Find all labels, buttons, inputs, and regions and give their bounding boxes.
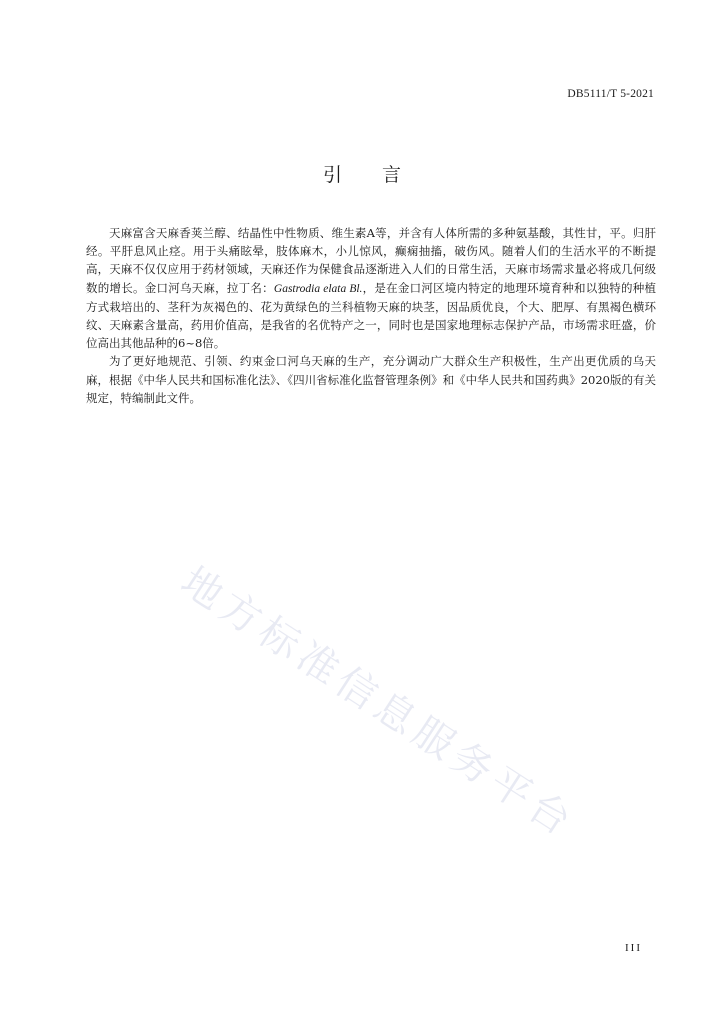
paragraph-2: 为了更好地规范、引领、约束金口河乌天麻的生产，充分调动广大群众生产积极性，生产出更优质的乌天麻，根据《中华人民共和国标准化法》、《四川省标准化监督管理条例》和《中华人民共和国药典》2020版的有关规定，特编制此文件。 xyxy=(86,354,656,405)
paragraph-1 xyxy=(86,224,656,352)
paragraph-1-text-a: 天麻富含天麻香荚兰醇、结晶性中性物质、维生素A等，并含有人体所需的多种氨基酸，其性甘，平。归肝经。平肝息风止痉。用于头痛眩晕，肢体麻木，小儿惊风，癫痫抽搐，破伤风。随着人们的生活水平的不断提高，天麻不仅仅应用于药材领域，天麻还作为保健食品逐渐进入人们的日常生活，天麻市场需求量必将成几何级数的增长。金口河乌天麻，拉丁名： xyxy=(86,226,656,295)
paragraph-1-text-b: ，是在金口河区境内特定的地理环境育种和以独特的种植方式栽培出的、茎秆为灰褐色的、花为黄绿色的兰科植物天麻的块茎，因品质优良，个大、肥厚、有黑褐色横环纹、天麻素含量高，药用价值高，是我省的名优特产之一，同时也是国家地理标志保护产品，市场需求旺盛，价位高出其他品种的6~8倍。 xyxy=(86,280,657,351)
page-number: III xyxy=(625,942,642,954)
latin-name: Gastrodia elata Bl. xyxy=(273,282,363,295)
standard-code: DB5111/T 5-2021 xyxy=(567,88,654,100)
watermark: 地方标准信息服务平台 xyxy=(172,558,584,848)
page-title: 引言 xyxy=(322,164,441,186)
document-body xyxy=(86,224,656,407)
